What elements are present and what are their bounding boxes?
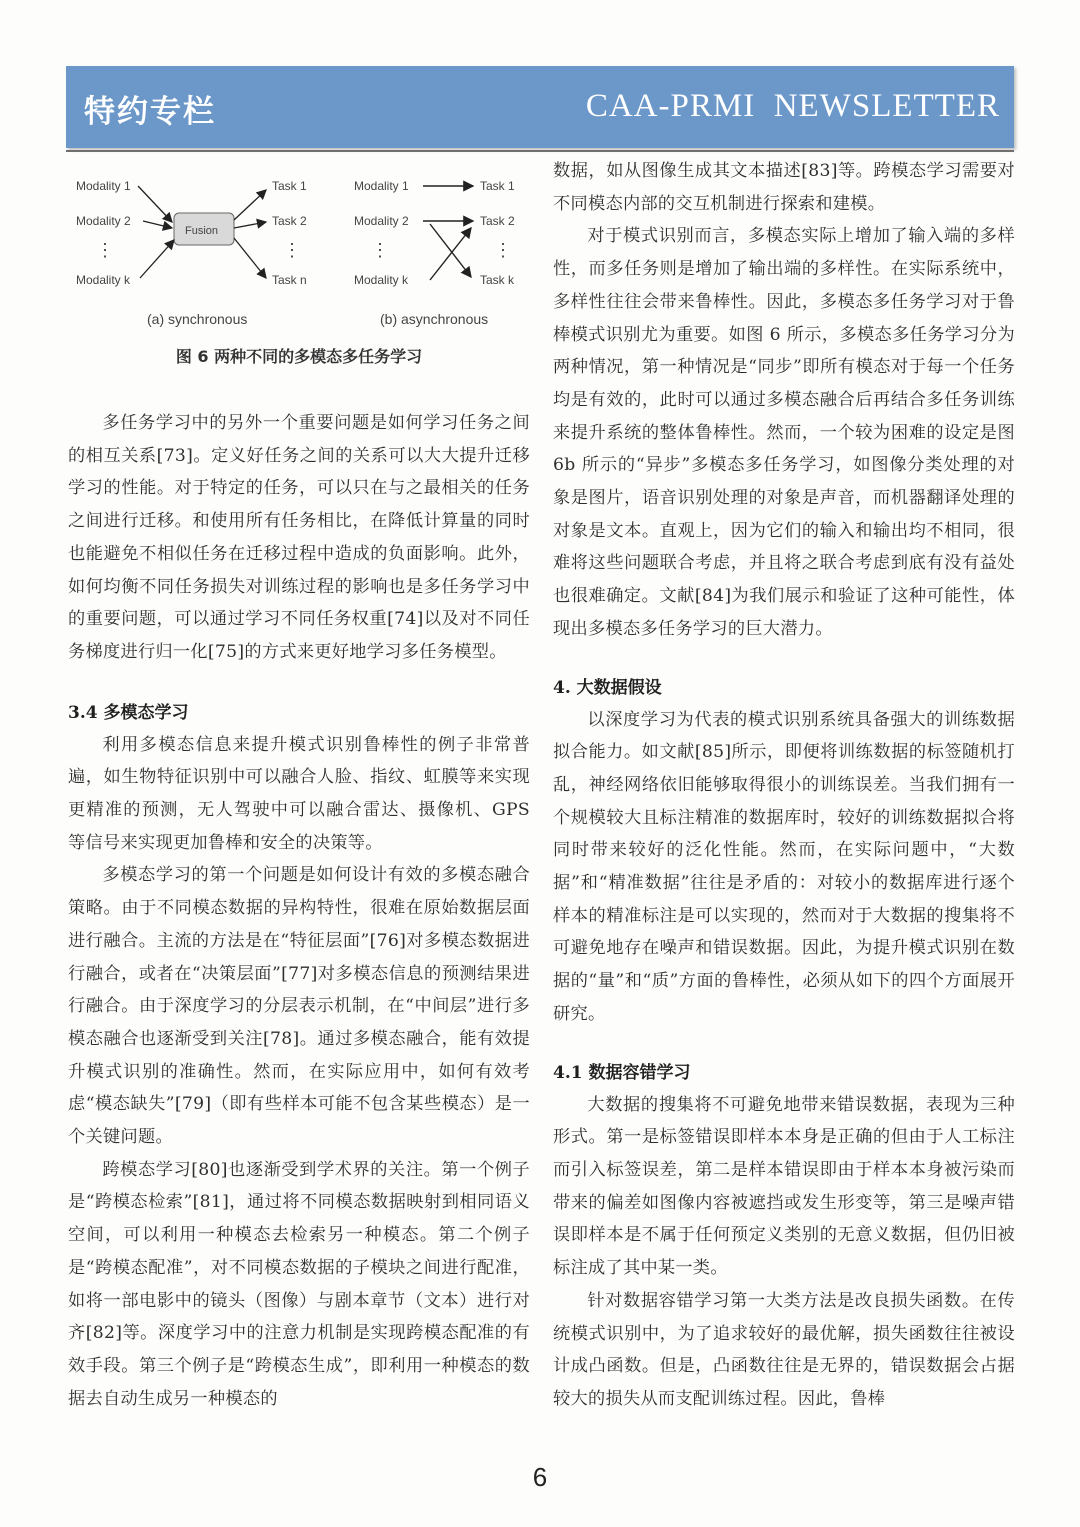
async-label: (b) asynchronous [380, 311, 489, 327]
sync-label: (a) synchronous [147, 311, 248, 327]
async-task-k: Task k [480, 273, 515, 287]
paragraph: 对于模式识别而言，多模态实际上增加了输入端的多样性，而多任务则是增加了输出端的多样性。在实际系统中，多样性往往会带来鲁棒性。因此，多模态多任务学习对于鲁棒模式识别尤为重要。如图 6 所示，多模态多任务学习分为两种情况，第一种情况是“同步”即所有模态对于每一个任务均是有效的，此时可以通过多模态融合后再结合多任务训练来提升系统的整体鲁棒性。然而，一个较为困难的设定是图 6b 所示的“异步”多模态多任务学习，如图像分类处理的对象是图片，语音识别处理的对象是声音，而机器翻译处理的对象是文本。直观上，因为它们的输入和输出均不相同，很难将这些问题联合考虑，并且将之联合考虑到底有没有益处也很难确定。文献[84]为我们展示和验证了这种可能性，体现出多模态多任务学习的巨大潜力。 [553, 226, 1015, 639]
async-modality-2: Modality 2 [354, 214, 409, 228]
sync-arrow-m2 [143, 221, 172, 228]
sync-task-2: Task 2 [272, 214, 307, 228]
section-heading: 4.1 数据容错学习 [553, 1062, 691, 1083]
left-column [68, 160, 530, 1415]
sync-arrow-t1 [234, 190, 266, 220]
paragraph: 以深度学习为代表的模式识别系统具备强大的训练数据拟合能力。如文献[85]所示，即便将训练数据的标签随机打乱，神经网络依旧能够取得很小的训练误差。当我们拥有一个规模较大且标注精准的数据库时，较好的训练数据拟合将同时带来较好的泛化性能。然而，在实际问题中，“大数据”和“精准数据”往往是矛盾的：对较小的数据库进行逐个样本的精准标注是可以实现的，然而对于大数据的搜集将不可避免地存在噪声和错误数据。因此，为提升模式识别在数据的“量”和“质”方面的鲁棒性，必须从如下的四个方面展开研究。 [553, 709, 1015, 1024]
page-header [66, 66, 1014, 148]
paragraph: 针对数据容错学习第一大类方法是改良损失函数。在传统模式识别中，为了追求较好的最优解，损失函数往往被设计成凸函数。但是，凸函数往往是无界的，错误数据会占据较大的损失从而支配训练过程。因此，鲁棒 [553, 1290, 1015, 1409]
sync-modality-2: Modality 2 [76, 214, 131, 228]
right-column [553, 155, 1015, 1416]
sync-arrow-t2 [234, 222, 266, 228]
async-modality-k: Modality k [354, 273, 409, 287]
async-modality-dots: ⋮ [371, 240, 389, 260]
fusion-label: Fusion [185, 225, 219, 237]
async-task-1: Task 1 [480, 179, 515, 193]
async-arrow-4 [430, 228, 471, 280]
paragraph: 多模态学习的第一个问题是如何设计有效的多模态融合策略。由于不同模态数据的异构特性，很难在原始数据层面进行融合。主流的方法是在“特征层面”[76]对多模态数据进行融合，或者在“决策层面”[77]对多模态信息的预测结果进行融合。由于深度学习的分层表示机制，在“中间层”进行多模态融合也逐渐受到关注[78]。通过多模态融合，能有效提升模式识别的准确性。然而，在实际应用中，如何有效考虑“模态缺失”[79]（即有些样本可能不包含某些模态）是一个关键问题。 [68, 865, 530, 1148]
sync-arrow-mk [140, 240, 174, 278]
sync-arrow-tn [234, 238, 266, 278]
paragraph: 大数据的搜集将不可避免地带来错误数据，表现为三种形式。第一是标签错误即样本本身是正确的但由于人工标注而引入标签误差，第二是样本错误即由于样本本身被污染而带来的偏差如图像内容被遮挡或发生形变等，第三是噪声错误即样本是不属于任何预定义类别的无意义数据，但仍旧被标注成了其中某一类。 [553, 1094, 1015, 1279]
paragraph: 利用多模态信息来提升模式识别鲁棒性的例子非常普遍，如生物特征识别中可以融合人脸、指纹、虹膜等来实现更精准的预测，无人驾驶中可以融合雷达、摄像机、GPS 等信号来实现更加鲁棒和安全的决策等。 [68, 734, 530, 853]
async-task-dots: ⋮ [494, 240, 512, 260]
section-heading: 3.4 多模态学习 [68, 702, 189, 723]
paragraph: 数据，如从图像生成其文本描述[83]等。跨模态学习需要对不同模态内部的交互机制进行探索和建模。 [553, 161, 1015, 214]
header-rule [66, 150, 1014, 152]
section-heading: 4. 大数据假设 [553, 677, 662, 698]
async-task-2: Task 2 [480, 214, 515, 228]
sync-arrow-m1 [138, 186, 172, 222]
sync-task-n: Task n [272, 273, 307, 287]
sync-modality-dots: ⋮ [96, 240, 114, 260]
async-arrow-3 [430, 224, 471, 277]
async-modality-1: Modality 1 [354, 179, 409, 193]
figure-6 [68, 160, 530, 385]
figure-caption: 图 6 两种不同的多模态多任务学习 [175, 347, 423, 366]
sync-modality-k: Modality k [76, 273, 131, 287]
sync-task-dots: ⋮ [283, 240, 301, 260]
newsletter-title: CAA-PRMI NEWSLETTER [585, 88, 1000, 124]
sync-task-1: Task 1 [272, 179, 307, 193]
paragraph: 跨模态学习[80]也逐渐受到学术界的关注。第一个例子是“跨模态检索”[81]，通过将不同模态数据映射到相同语义空间，可以利用一种模态去检索另一种模态。第二个例子是“跨模态配准”，对不同模态数据的子模块之间进行配准，如将一部电影中的镜头（图像）与剧本章节（文本）进行对齐[82]等。深度学习中的注意力机制是实现跨模态配准的有效手段。第三个例子是“跨模态生成”，即利用一种模态的数据去自动生成另一种模态的 [68, 1159, 530, 1409]
page-number: 6 [532, 1462, 548, 1492]
paragraph: 多任务学习中的另外一个重要问题是如何学习任务之间的相互关系[73]。定义好任务之间的关系可以大大提升迁移学习的性能。对于特定的任务，可以只在与之最相关的任务之间进行迁移。和使用所有任务相比，在降低计算量的同时也能避免不相似任务在迁移过程中造成的负面影响。此外，如何均衡不同任务损失对训练过程的影响也是多任务学习中的重要问题，可以通过学习不同任务权重[74]以及对不同任务梯度进行归一化[75]的方式来更好地学习多任务模型。 [68, 413, 530, 662]
column-title: 特约专栏 [84, 94, 216, 130]
sync-modality-1: Modality 1 [76, 179, 131, 193]
